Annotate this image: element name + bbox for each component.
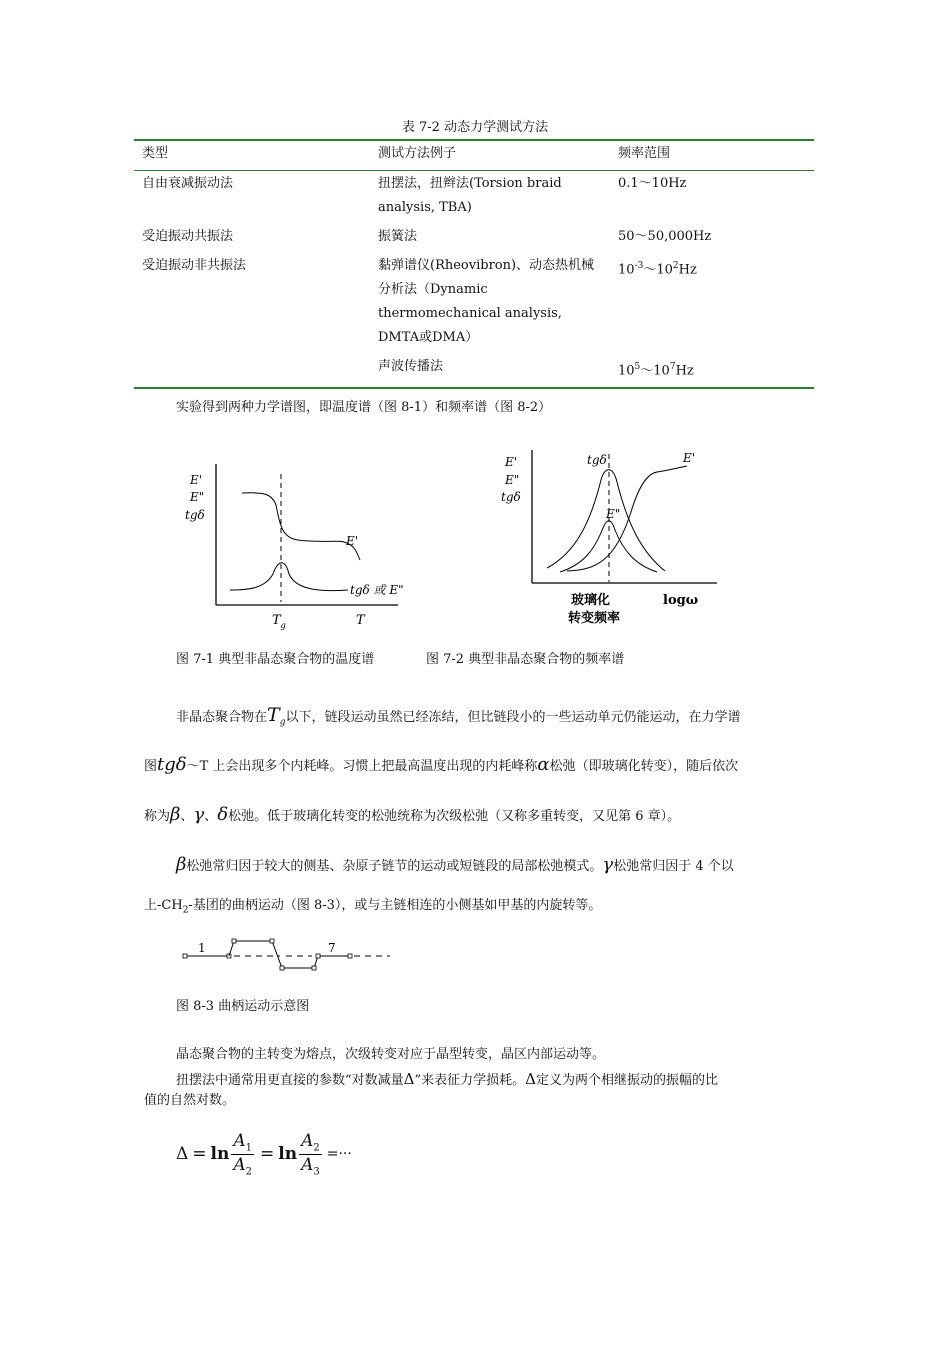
fig2-peak-label-tgd: tgδ [587, 453, 607, 467]
figure-frequency-spectrum [495, 440, 730, 630]
cell-freq: $10^5\sim 10^7Hz$ [610, 354, 814, 388]
fig2-curve-label-e1: E' [683, 451, 696, 465]
fig1-curve-tgd [230, 563, 348, 591]
fig1-curve-label-e1: E' [346, 534, 359, 548]
fig2-ylabel-e2: E" [505, 473, 520, 487]
cell-type: 受迫振动共振法 [142, 229, 234, 244]
cell-method: 声波传播法 [370, 354, 610, 388]
p2-line1: β松弛常归因于较大的侧基、杂原子链节的运动或短链段的局部松弛模式。γ松弛常归因于 4 个以 [176, 854, 734, 875]
header-freq: 频率范围 [610, 140, 814, 171]
paragraph-crystalline: 晶态聚合物的主转变为熔点，次级转变对应于晶型转变，晶区内部运动等。 [176, 1047, 606, 1062]
header-method: 测试方法例子 [370, 140, 610, 171]
paragraph-beta-gamma [144, 854, 814, 916]
table-row [134, 224, 814, 253]
paragraph-log-decrement [144, 1069, 814, 1111]
table-row [134, 253, 814, 354]
p4-line1: 扭摆法中通常用更直接的参数“对数减量Δ”来表征力学损耗。Δ定义为两个相继振动的振幅的比 [176, 1070, 719, 1088]
fig2-xlabel: logω [663, 593, 699, 608]
fig1-xtick-tg: $T_g$ [272, 613, 286, 630]
table-header-row [134, 140, 814, 171]
fig1-curve-e1 [242, 493, 360, 560]
cell-freq: 0.1～10Hz [618, 176, 687, 191]
fig1-caption: 图 7-1 典型非晶态聚合物的温度谱 [176, 652, 375, 667]
fig2-curve-e1 [567, 466, 687, 571]
fig1-curve-label-tgd: tgδ 或 E" [350, 583, 404, 597]
cell-method: 振簧法 [378, 229, 418, 244]
paragraph-relaxation [144, 704, 814, 830]
cell-method: 扭摆法，扭辫法(Torsion braid analysis, TBA) [378, 176, 562, 215]
methods-table [134, 139, 814, 389]
fig3-caption: 图 8-3 曲柄运动示意图 [176, 999, 310, 1014]
table-caption: 表 7-2 动态力学测试方法 [401, 120, 549, 135]
fig1-ylabel-tgd: tgδ [185, 508, 205, 522]
fig3-label-1: 1 [198, 941, 206, 955]
table-row [134, 171, 814, 225]
fig1-ylabel-e1: E' [190, 473, 203, 487]
p1-line2: 图tgδ～T 上会出现多个内耗峰。习惯上把最高温度出现的内耗峰称α松弛（即玻璃化转变），随后依次 [144, 754, 739, 775]
fig2-xtick-line1: 玻璃化 [571, 593, 611, 608]
cell-type [134, 354, 370, 388]
header-type: 类型 [134, 140, 370, 171]
intro-text: 实验得到两种力学谱图，即温度谱（图 8-1）和频率谱（图 8-2） [176, 400, 552, 415]
fig2-peak-label-e2: E" [606, 507, 621, 521]
figure-crankshaft [178, 932, 393, 977]
fig2-ylabel-e1: E' [505, 455, 518, 469]
cell-freq: 50～50,000Hz [618, 229, 712, 244]
formula-log-decrement: Δ = ln $\frac{A_1}{A_2}$ = ln $\frac{A_2}{A_3}$ =··· [176, 1131, 352, 1177]
fig2-caption: 图 7-2 典型非晶态聚合物的频率谱 [426, 652, 625, 667]
formula-lhs: Δ [176, 1144, 189, 1164]
fraction-1: $\frac{A_1}{A_2}$ [233, 1131, 253, 1177]
fraction-2: $\frac{A_2}{A_3}$ [301, 1131, 320, 1177]
fig3-label-7: 7 [328, 941, 336, 955]
cell-type: 自由衰减振动法 [142, 176, 234, 191]
figure-temperature-spectrum [170, 450, 440, 635]
cell-type: 受迫振动非共振法 [142, 258, 247, 273]
p4-line2: 值的自然对数。 [144, 1093, 236, 1108]
cell-freq: $10^{-3}\sim 10^2Hz$ [618, 261, 697, 278]
fig1-ylabel-e2: E" [190, 490, 205, 504]
p2-line2: 上$-CH_2-$基团的曲柄运动（图 8-3），或与主链相连的小侧基如甲基的内旋转等。 [144, 898, 602, 916]
cell-method: 黏弹谱仪(Rheovibron)、动态热机械分析法（Dynamic thermomechanical analysis, DMTA或DMA） [378, 258, 595, 345]
fig1-xlabel: T [356, 613, 365, 628]
p1-line1: 非晶态聚合物在$T_g$以下，链段运动虽然已经冻结，但比链段小的一些运动单元仍能运动，在力学谱 [176, 704, 741, 728]
table-row [134, 354, 814, 388]
fig2-ylabel-tgd: tgδ [501, 490, 521, 504]
fig2-xtick-line2: 转变频率 [568, 611, 621, 626]
p1-line3: 称为β、γ、δ松弛。低于玻璃化转变的松弛统称为次级松弛（又称多重转变，又见第 6 章）。 [144, 804, 681, 825]
